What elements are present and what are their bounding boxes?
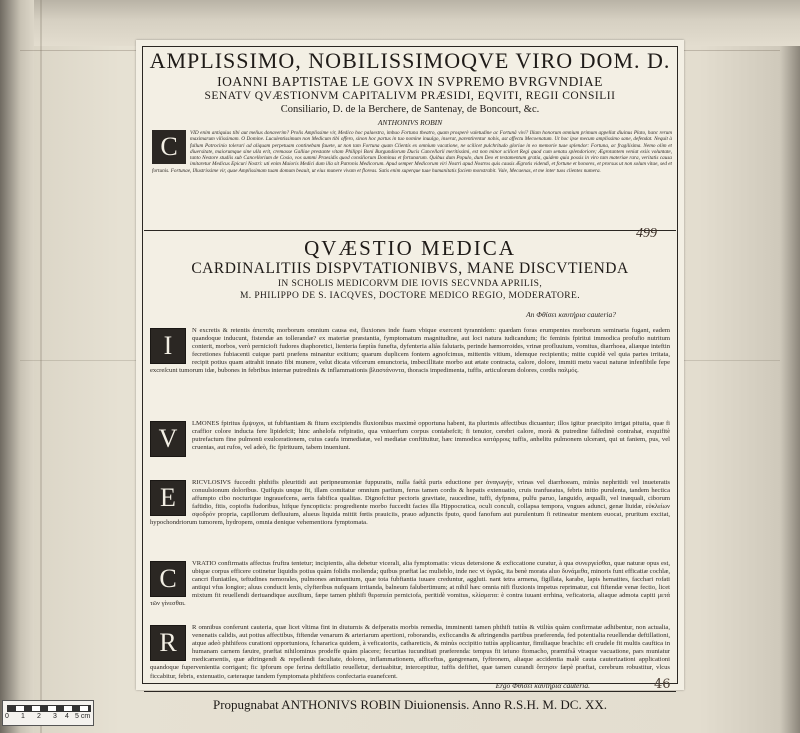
- paragraph-1: [150, 327, 670, 417]
- dedication-block: [144, 46, 676, 231]
- printed-sheet: [136, 40, 684, 712]
- dedication-line-4: Consiliario, D. de la Berchere, de Santenay, de Boncourt, &c.: [280, 104, 540, 115]
- handwritten-note: 46: [654, 677, 671, 692]
- dedication-body-text: VID enim antiquius tibi aut melius donaverim? Prolis Amplissime vir, Medico hoc palaestra, imbuo Fortuna theatro, quam prosperè valetudine ac Fortunâ vivi? Illam honorum omnium primum appellat diuinus Plato, hanc rerum maximarum vilissimam. O Domine. Luculentissimum non Medicum tibi offero, sinon hoc partus in tuo nomine inuulgo, inserat, parentirentur nobis, ast affectu Mecoenatum. Ut hoc ipse mecum amplissimo sane, defendat. Nequit à fallum Patrocinio tolerari ad aliquam perpetuam continebam fauete, ut non tam Fortuna quam Clientis ex omnium vacatione, ne scilicet pulchritudo gloriae in eo memorie tuae splendor: Fortuna, ac fragilisima. Nemo olim et diuersitate, maiorumque sine ulla erit, cremasse Galliae prestante vitam Philippi Boni Burgundiorum Ducis Cancellarii meritissimi, est non minor scilicet Regi quod cum senatu splendoriore; Ægrotantem veniat exiis voluntate, tanto Nestore studiis sub Cancellorium de Cosio, vos summi Praesidis quod consiliorum Dominus et fortunarum. Quibus dum Populo, dum Deo et testamentum gratia, quidem quia possis in viro tam materiae rara, veritatis causa imitaretur Medicus Epicuri Nostri: uti enim Maioris Medici dum illa sit Patronis Medicorum. Apud semper Medicorum viri Nostri apud Nostros quis causis Ægrotis videndi, et fortune et honores, et prorsus ut non solum vitae, sed et fortunis. Fortunae, Illustrissime vir, quae Amplissimam tuam domum beauit, ut eius munere vivam et floreas. Satis enim superque tuae humanitatis faciem monstrabit. Vale, Mecaenas, et me inter tuos clientes numera.: [152, 130, 672, 174]
- fold-line: [40, 0, 42, 733]
- dedication-signature: ANTHONIVS ROBIN: [377, 118, 443, 127]
- paragraph-4-text: VRATIO confirmatis affectus fruftra tentetur; incipientis, alia debetur vicerali, alia fymptomatis: vicus detersione & exficcatione curatur, à qua συνεργείσθαι, quæ naturæ opus est, ubique corpus efficere cotinetur liquidis potius quàm folidis molienda; quibus præftat lac mulieblo, inde nec vt ὑγρῶς, ita benè morata aluo δυνάμεθα, minoris funt efficatiæ cochlæ, cancri fluniatiles, teftudines nemorales, pulmones animantium, quæ tota fubftantia iuuare creduntur, aggluti. nant tetra armena, figillata, karabe, lapis hematites, facchari rofati antiqui vfus longior; aluus conducit lenis, clyfteribus nufquam irritanda, balneum falubertimum; at nihil hæc omnia nifi fluxionis impetus reprimatur, cui fiftendæ venæ fectio, licet mixtum fit reuellendi deriuandique auxilium, fæpe tamen phthifi θεραπεία perniciofa, peritidè vomitus, κλίσματα: è contra iuuant errhina, veficatoria, aliaque admota capiti μετά τῶν γίνεσθαι.: [150, 560, 670, 608]
- scale-ruler: [2, 700, 94, 726]
- thesis-subtitle-1: CARDINALITIIS DISPVTATIONIBVS, MANE DISCVTIENDA: [191, 260, 629, 277]
- thesis-subtitle-3: M. PHILIPPO DE S. IACQVES, DOCTORE MEDICO REGIO, MODERATORE.: [239, 291, 581, 301]
- left-page-edge: [0, 0, 34, 733]
- paragraph-2-text: LMONES fpiritus ἔμψυχοι, ut fubftantiam & fitum excipiendis fluxionibus maximè opportuna habent, ita plurimis affectibus dicuantur; illos igitur præcipito irrigat pituita, quæ fi craffior colore inducta fere lipidefcit; hinc anhelofa refpiratio, qua vniuerfum corpus contabefcit; fi tenuior, cerebri calore, morà & putredine falfedinè contrahat, exquifitè putrefactum fine pulmonü exulcerationem, cuius caufa immediatæ, vel mediatæ conftituitur, hæc immodica κατάρροις tuffis, anhelitu pulmonem ulcerant, qui ut faniem, pus, vel cruentas, aut rufos, vel adeò, fic fpirituum, tabem inueniunt.: [192, 420, 670, 452]
- ruler-mark: 0: [5, 713, 9, 720]
- dedication-line-3: SENATV QVÆSTIONVM CAPITALIVM PRÆSIDI, EQVITI, REGII CONSILII: [204, 90, 616, 102]
- folio-number: 499: [636, 226, 657, 241]
- ruler-mark: 4: [65, 713, 69, 720]
- paragraph-5-text: R omnibus conferunt cauteria, quæ licet vltima fint in diuturnis & defperatis morbis remedia, imminenti tamen phthifi tutiùs & vtiliùs quàm confirmatæ adhibentur, non actualia, venenatis calidis, aut potius affectibus, fiftendæ venarum & arteriarum apertioni, roborandis, exficcandis & aftringendis partibus præferenda, fed potentialia reuellendæ deftillationi, atque adeò phthifeos curationi opportuniora, fchararica quidem, à veficatoriis, cathareticis, & minùs occipitio tutiùs applicantur, fimiliaque brachiis: efi crudele fit multis cauftica in humanam carnem fæuire, præftat nihilominus prodeffe quàm placere; fecuritas iucunditati præferenda: tempus fit ieiuno ftomacho, præmifsâ vtraque vacuatione, pars muniatur medicamentis, quæ aftringendi & repellendi facultate, dolores, inflammationem, afficeftus, gangrenam, fyftronem, aliaque accidentia malè cauta cauterizationi applicationi quandoque fupervenientia corrigant; fic ipforum ope ferina deftillatio reuelletur, deriuabitur, interceptitur, tuffis defiftet, quæ tamen curandi ὄπτησιν fæpè præftat, cerebrum robustitur, vlcus ficcabitur, febris, extenuatio, cæteraque tandem fymptomata phthifeos confectaria euanefcent.: [150, 624, 670, 680]
- dedication-line-2: IOANNI BAPTISTAE LE GOVX IN SVPREMO BVRGVNDIAE: [217, 74, 603, 89]
- footer-imprint: Propugnabat ANTHONIVS ROBIN Diuionensis. Anno R.S.H. M. DC. XX.: [144, 691, 676, 718]
- dedication-body: [152, 130, 672, 228]
- dropcap-2: V: [150, 421, 186, 457]
- paragraph-3: [150, 479, 670, 557]
- paragraph-3-text: RICVLOSIVS fuccedit phthifis pleuritidi aut peripneumoniæ fuppuratis, nulla faétâ puris eductione per ἀναγωγήν, vrinas vel diarrhoeam, minùs nephritidi vel inueteratis conuulsionum doloribus. Quifquis unque fit, illam comitatur omnium partium, ferus tamen cordis & hepatis extenuatio, cruis tranfueatus, febris initio purulenta, tandem hectica affumpto cibo nocturique ingrauefcens, aeris fabifica qualitas. Dignofcitur pectoris gravitate, raucedine, tuffi, dyfpnœa, pulfu paruo, languido, æqualli, vel inæquali, ciborum faftidio, fitis, copiofis fudoribus, hifque fyncopticis: progrediente morbo fuccedit facies illa Hippocratica, oculi conculi, collapsa tempora, vngues adunci, genæ liuidæ, εὐκλείων σφοδρόν propria, capillorum defluuium, alueus liquida mittit fœtis prauiciis, prauo adjunctis fputo, quod fanofum aut purulentum fi retineatur mentem euocat, pruritum excitat, hypochondriorum tumorem, hydropem, omnia denique vehementiora fymptomata.: [150, 479, 670, 527]
- dropcap-5: R: [150, 625, 186, 661]
- paragraph-4: [150, 560, 670, 622]
- dropcap-3: E: [150, 480, 186, 516]
- thesis-question: An Φθίσει καυτήρια cauteria?: [526, 310, 616, 319]
- paragraph-2: [150, 420, 670, 476]
- conclusion-line: Ergo Φθίσει καυτήρια cauteria.: [495, 681, 590, 690]
- dropcap-1: I: [150, 328, 186, 364]
- thesis-subtitle-2: IN SCHOLIS MEDICORVM DIE IOVIS SECVNDA APRILIS,: [277, 279, 543, 289]
- ruler-mark: 2: [37, 713, 41, 720]
- dropcap-4: C: [150, 561, 186, 597]
- ruler-mark: 3: [53, 713, 57, 720]
- ruler-bar: [7, 705, 91, 712]
- paragraph-1-text: N excretis & retentis ἀπεπτᾶς morborum omnium causa est, fluxiones inde fuam vbique exercent tyrannidem: quædam foras erumpentes morborum seminaria fugant, eadem quandoque inducunt, fistendæ an tollerandæ? ex materiæ præstantia, fymptomatum magnitudine, aut loci natura iudicandum; fic feminis fpiritui immodica profufio nutritum conterit, morbos, verò perniciofi fudores diaphoretici, lienteria fæpiùs funefta, dyfenteria aliàs falutaris, perinde hæmorroides, vrinæ profluuium, vomitus, diarrhoea, aliæque inteftin fecretiones fubiacenti cuique parti præfens minantur exitium; quarum duplicem fontem agnofcimus, mittentis vitium, idemque recipientis; mitte cupidè vel quia partes irritata, recipit potius quam attrahit innato fibi munere, velut dicata vifcerum emunctoria, imbecillitate morbo aut ætate contracta, calore, dolore, immiti metu vacui naturæ infenfibile fepe excreſcunt tumorum idæ, bubones in febribus internæ putredinis & inflammationis βλαστάνοντα, thoracis impedimenta, tuffis, articulorum dolores, cordis παλμός.: [150, 327, 670, 375]
- paragraph-5: [150, 624, 670, 688]
- ruler-mark: 1: [21, 713, 25, 720]
- thesis-title: QVÆSTIO MEDICA: [304, 236, 516, 260]
- dedication-initial: C: [152, 130, 186, 164]
- ruler-mark: 5 cm: [75, 713, 91, 720]
- dedication-line-1: AMPLISSIMO, NOBILISSIMOQVE VIRO DOM. D.: [149, 48, 671, 73]
